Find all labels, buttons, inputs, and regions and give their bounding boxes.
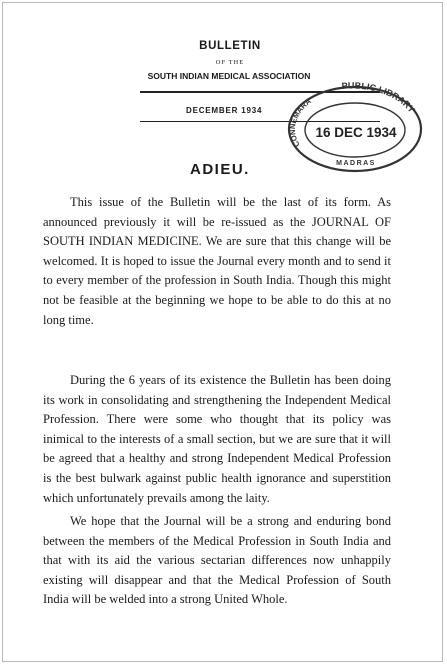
stamp-city: MADRAS	[336, 160, 376, 167]
stamp-date: 16 DEC 1934	[315, 125, 397, 140]
paragraph-1: This issue of the Bulletin will be the last of its form. As announced previously it will be re-issued as the JOURNAL OF SOUTH INDIAN MEDICINE. We are sure that this change will be welcomed. It is hoped to issue the Journal every month and to send it to every member of the profession in South India. Though this might not be feasible at the beginning we hope to be able to do this at no long time.	[43, 195, 391, 327]
association-name: SOUTH INDIAN MEDICAL ASSOCIATION	[147, 71, 311, 81]
stamp-arc-left: CONNEMARA	[287, 96, 313, 149]
stamp-arc-right: PUBLIC LIBRARY	[341, 80, 417, 115]
bulletin-title: BULLETIN	[199, 40, 261, 52]
library-stamp	[282, 79, 428, 175]
paragraph-2: During the 6 years of its existence the Bulletin has been doing its work in consolidating and strengthening the Independent Medical Profession. There were some who thought that its policy was inimical to the interests of a small section, but we are sure that it will be agreed that a healthy and strong Independent Medical Profession is the best bulwark against public health ignorance and superstition which unfortunately prevails among the laity.	[43, 373, 391, 505]
masthead	[130, 40, 330, 81]
of-the-label: OF THE	[215, 59, 245, 66]
paragraph-3: We hope that the Journal will be a strong and enduring bond between the members of the Medical Profession in South India and that with its aid the various sectarian differences now unhappily existing will disappear and that the Medical Profession of South India will be welded into a strong United Whole.	[43, 514, 391, 607]
article-heading: ADIEU.	[190, 161, 250, 178]
issue-date: DECEMBER 1934	[186, 106, 263, 115]
